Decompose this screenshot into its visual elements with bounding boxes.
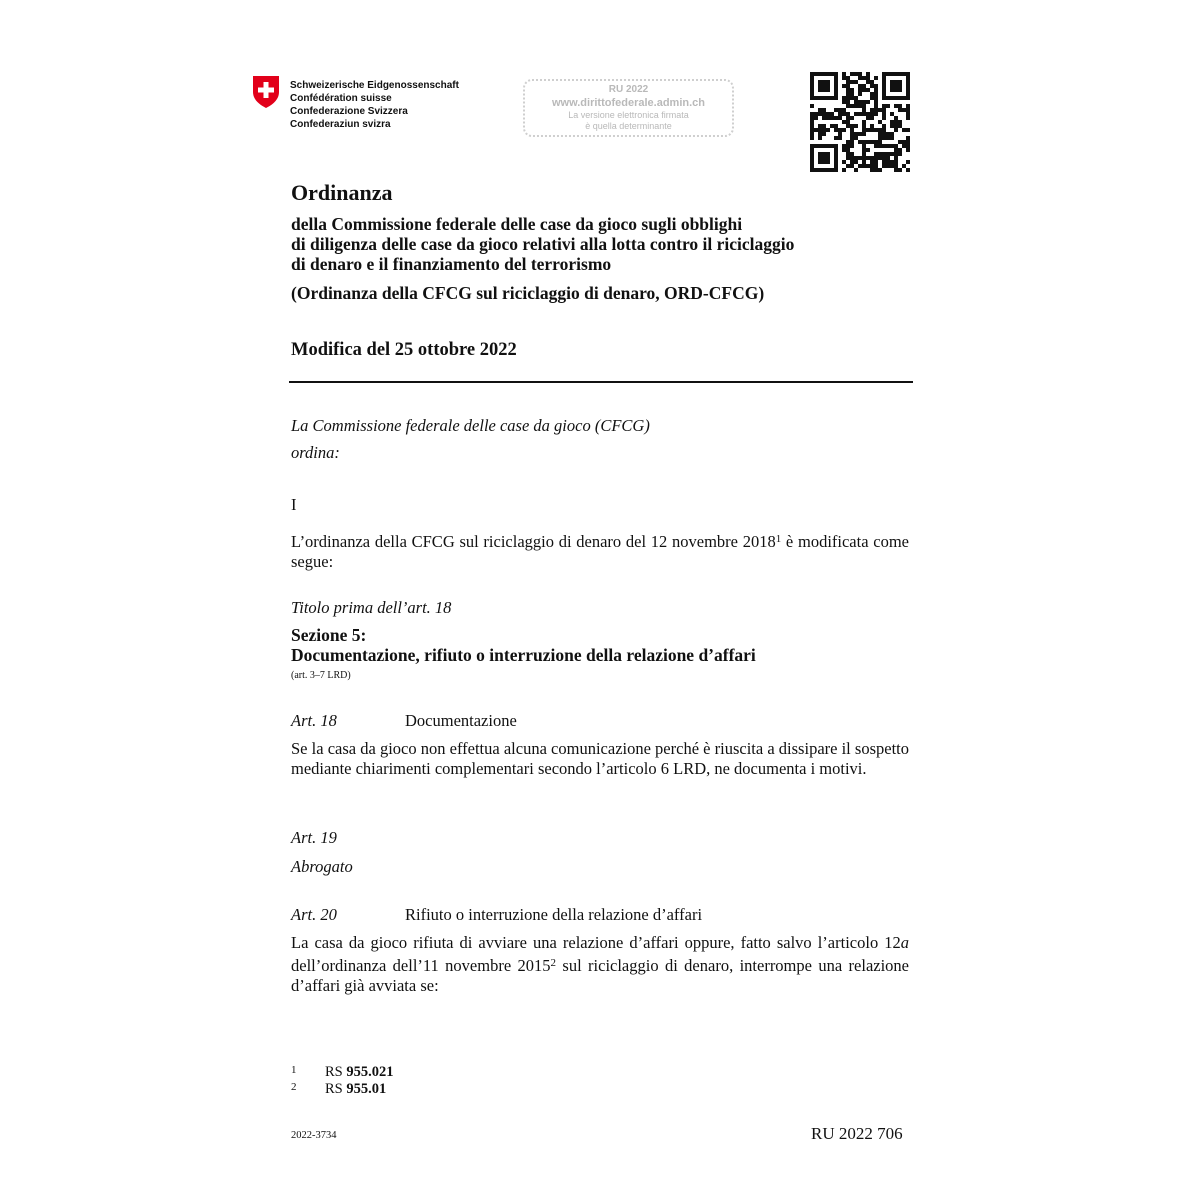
article-18-header [291,711,517,731]
document-title: Ordinanza [291,180,393,205]
footnote-number: 1 [291,1064,297,1076]
stamp-url: www.dirittofederale.admin.ch [551,97,705,109]
article-19-number: Art. 19 [291,828,337,847]
article-20-text [291,933,909,996]
footnote-ref-1[interactable]: 1 [775,533,782,545]
intro-paragraph [291,529,909,572]
subtitle-line: della Commissione federale delle case da gioco sugli obblighi [291,214,743,234]
section-heading: Documentazione, rifiuto o interruzione della relazione d’affari [291,645,756,665]
intro-text: L’ordinanza della CFCG sul riciclaggio di denaro del 12 novembre 2018 [291,532,776,551]
article-18-number: Art. 18 [291,711,337,730]
footnote-sr-ref[interactable]: 955.021 [346,1064,394,1080]
preamble-ordina: ordina: [291,443,340,462]
preamble [291,412,650,466]
footnote-ref-2[interactable]: 2 [550,957,557,969]
title-before-article: Titolo prima dell’art. 18 [291,598,452,617]
document-number: 2022-3734 [291,1130,337,1141]
confederation-name-fr: Confédération suisse [290,93,392,104]
qr-code-icon [810,72,910,172]
article-20-header [291,905,702,925]
article-20-text-italic: a [900,933,909,952]
article-20-text-part: dell’ordinanza dell’11 novembre 2015 [291,956,551,975]
article-19-status: Abrogato [291,857,353,876]
stamp-note-2: è quella determinante [585,121,672,131]
article-20-number: Art. 20 [291,905,337,924]
confederation-name-it: Confederazione Svizzera [290,106,408,117]
stamp-note-1: La versione elettronica firmata [568,110,689,120]
intro-text-cont: è modificata come segue: [291,532,909,571]
confederation-name-de: Schweizerische Eidgenossenschaft [290,80,459,91]
document-subtitle [291,214,911,274]
title-divider [289,381,913,383]
subtitle-line: di denaro e il finanziamento del terrorismo [291,254,612,274]
footnote-sr-ref[interactable]: 955.01 [346,1081,387,1097]
document-short-title: (Ordinanza della CFCG sul riciclaggio di denaro, ORD-CFCG) [291,283,765,303]
confederation-names [290,79,459,131]
section-number: Sezione 5: [291,625,367,645]
article-20-text-part: La casa da gioco rifiuta di avviare una relazione d’affari oppure, fatto salvo l’articolo 12 [291,933,901,952]
ru-reference: RU 2022 706 [811,1124,903,1143]
swiss-cross-icon [252,75,280,109]
amendment-date: Modifica del 25 ottobre 2022 [291,340,517,360]
section-title [291,625,756,665]
footnote-number: 2 [291,1081,297,1093]
article-20-heading: Rifiuto o interruzione della relazione d’affari [405,905,703,924]
footnote-2 [291,1079,386,1098]
electronic-version-stamp [523,79,734,137]
footnote-prefix: RS [325,1064,347,1080]
article-18-heading: Documentazione [405,711,517,730]
preamble-authority: La Commissione federale delle case da gioco (CFCG) [291,416,650,435]
article-18-text: Se la casa da gioco non effettua alcuna comunicazione perché è riuscita a dissipare il sospetto mediante chiarimenti complementari secondo l’articolo 6 LRD, ne documenta i motivi. [291,739,909,778]
footnote-prefix: RS [325,1081,347,1097]
part-number: I [291,495,297,514]
section-reference: (art. 3–7 LRD) [291,670,351,681]
article-20-text-part: sul riciclaggio di denaro, interrompe una relazione d’affari già avviata se: [291,956,910,995]
stamp-ru: RU 2022 [608,84,649,95]
confederation-name-rm: Confederaziun svizra [290,119,391,130]
subtitle-line: di diligenza delle case da gioco relativi alla lotta contro il riciclaggio [291,234,795,254]
